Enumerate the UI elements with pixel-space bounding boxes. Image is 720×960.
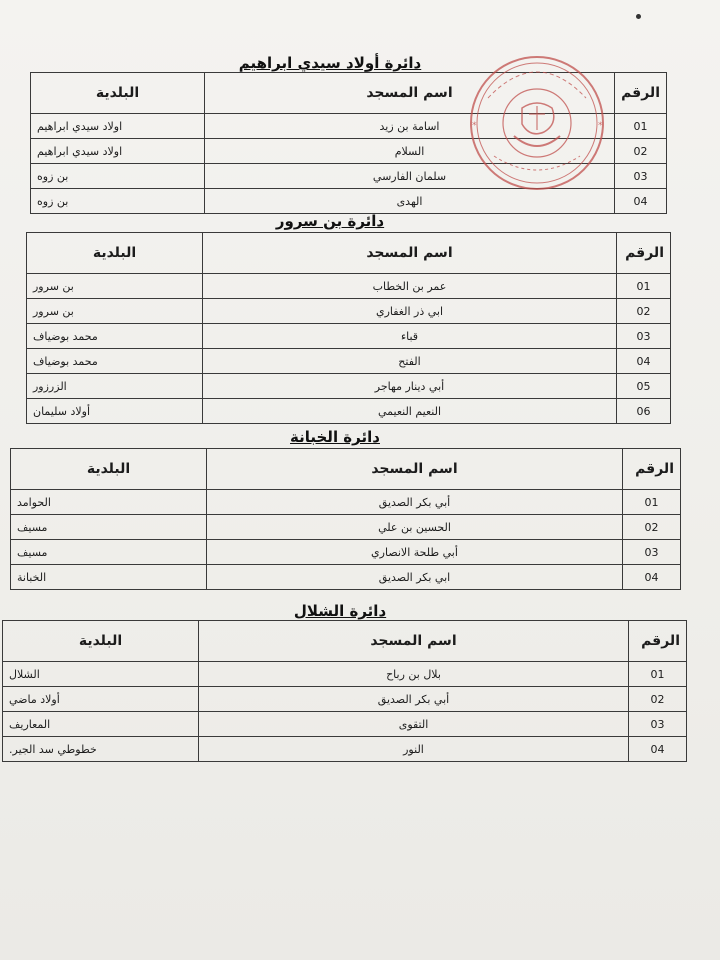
table-header-row — [3, 621, 687, 662]
table-header-row — [11, 449, 681, 490]
cell-commune: خطوطي سد الجير. — [3, 737, 199, 762]
table-row — [11, 540, 681, 565]
cell-mosque-name: الحسين بن علي — [207, 515, 623, 540]
header-mosque-name: اسم المسجد — [203, 233, 617, 274]
cell-mosque-name: أبي بكر الصديق — [199, 687, 629, 712]
header-commune: البلدية — [3, 621, 199, 662]
cell-commune: مسيف — [11, 540, 207, 565]
cell-commune: مسيف — [11, 515, 207, 540]
cell-num: 04 — [615, 189, 667, 214]
cell-num: 03 — [629, 712, 687, 737]
header-mosque-name: اسم المسجد — [199, 621, 629, 662]
cell-commune: الخبانة — [11, 565, 207, 590]
cell-mosque-name: اسامة بن زيد — [205, 114, 615, 139]
header-mosque-name: اسم المسجد — [205, 73, 615, 114]
table-header-row — [27, 233, 671, 274]
cell-commune: المعاريف — [3, 712, 199, 737]
table-row — [11, 565, 681, 590]
cell-mosque-name: ابي ذر الغفاري — [203, 299, 617, 324]
table-row — [27, 399, 671, 424]
mosque-table-khoubana — [10, 448, 681, 590]
cell-mosque-name: عمر بن الخطاب — [203, 274, 617, 299]
header-mosque-name: اسم المسجد — [207, 449, 623, 490]
mosque-table-ben-srour — [26, 232, 671, 424]
table-row — [11, 515, 681, 540]
cell-commune: أولاد ماضي — [3, 687, 199, 712]
cell-mosque-name: التقوى — [199, 712, 629, 737]
section-title-khoubana: دائرة الخبانة — [290, 428, 380, 446]
cell-mosque-name: السلام — [205, 139, 615, 164]
cell-num: 04 — [623, 565, 681, 590]
cell-commune: بن زوه — [31, 164, 205, 189]
cell-mosque-name: النعيم النعيمي — [203, 399, 617, 424]
cell-num: 04 — [629, 737, 687, 762]
table-row — [27, 374, 671, 399]
header-num: الرقم — [623, 449, 681, 490]
cell-commune: الشلال — [3, 662, 199, 687]
table-row — [27, 274, 671, 299]
cell-num: 03 — [623, 540, 681, 565]
cell-commune: بن سرور — [27, 299, 203, 324]
mosque-table-chellal — [2, 620, 687, 762]
svg-text:*: * — [472, 121, 477, 131]
cell-mosque-name: أبي بكر الصديق — [207, 490, 623, 515]
header-num: الرقم — [615, 73, 667, 114]
cell-commune: محمد بوضياف — [27, 324, 203, 349]
cell-num: 02 — [629, 687, 687, 712]
cell-num: 02 — [623, 515, 681, 540]
official-stamp-seal — [466, 52, 608, 194]
cell-num: 02 — [615, 139, 667, 164]
header-commune: البلدية — [11, 449, 207, 490]
table-row — [27, 299, 671, 324]
cell-num: 06 — [617, 399, 671, 424]
header-commune: البلدية — [31, 73, 205, 114]
svg-text:*: * — [598, 121, 603, 131]
cell-num: 02 — [617, 299, 671, 324]
cell-commune: اولاد سيدي ابراهيم — [31, 139, 205, 164]
table-row — [3, 687, 687, 712]
punch-hole-dot — [636, 14, 641, 19]
cell-commune: أولاد سليمان — [27, 399, 203, 424]
cell-num: 03 — [615, 164, 667, 189]
cell-commune: الزرزور — [27, 374, 203, 399]
table-row — [27, 324, 671, 349]
table-row — [3, 737, 687, 762]
cell-mosque-name: الهدى — [205, 189, 615, 214]
cell-mosque-name: أبي طلحة الانصاري — [207, 540, 623, 565]
cell-commune: اولاد سيدي ابراهيم — [31, 114, 205, 139]
header-num: الرقم — [629, 621, 687, 662]
cell-mosque-name: بلال بن رباح — [199, 662, 629, 687]
cell-commune: بن زوه — [31, 189, 205, 214]
cell-num: 05 — [617, 374, 671, 399]
cell-mosque-name: ابي بكر الصديق — [207, 565, 623, 590]
cell-num: 01 — [629, 662, 687, 687]
table-row — [11, 490, 681, 515]
section-title-ben-srour: دائرة بن سرور — [275, 212, 385, 230]
cell-mosque-name: قباء — [203, 324, 617, 349]
table-row — [27, 349, 671, 374]
cell-num: 01 — [623, 490, 681, 515]
cell-commune: الحوامد — [11, 490, 207, 515]
cell-num: 04 — [617, 349, 671, 374]
cell-mosque-name: النور — [199, 737, 629, 762]
cell-commune: محمد بوضياف — [27, 349, 203, 374]
cell-mosque-name: الفتح — [203, 349, 617, 374]
cell-num: 01 — [617, 274, 671, 299]
cell-mosque-name: أبي دينار مهاجر — [203, 374, 617, 399]
header-commune: البلدية — [27, 233, 203, 274]
section-title-ouled-sidi-brahim: دائرة أولاد سيدي ابراهيم — [238, 54, 422, 72]
cell-mosque-name: سلمان الفارسي — [205, 164, 615, 189]
cell-num: 03 — [617, 324, 671, 349]
section-title-chellal: دائرة الشلال — [293, 602, 387, 620]
cell-commune: بن سرور — [27, 274, 203, 299]
table-row — [3, 712, 687, 737]
header-num: الرقم — [617, 233, 671, 274]
table-row — [3, 662, 687, 687]
cell-num: 01 — [615, 114, 667, 139]
